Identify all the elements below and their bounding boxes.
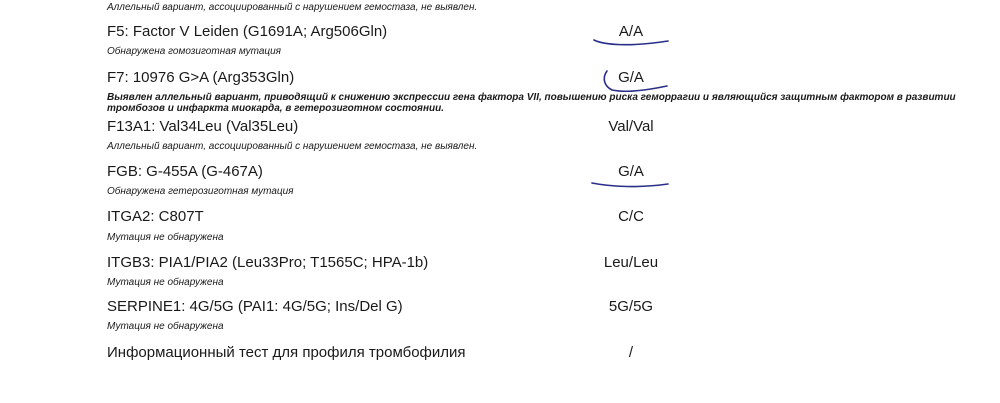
note-f13a1: Аллельный вариант, ассоциированный с нарушением гемостаза, не выявлен. <box>107 141 478 152</box>
gene-itga2: ITGA2: C807T <box>107 208 204 225</box>
gene-f7: F7: 10976 G>A (Arg353Gln) <box>107 69 295 86</box>
pen-underline-fgb <box>592 183 668 187</box>
result-itgb3: Leu/Leu <box>603 254 659 271</box>
result-info-test: / <box>628 344 634 361</box>
note-f7: Выявлен аллельный вариант, приводящий к снижению экспрессии гена фактора VII, повышению риска геморрагии и являющийся защитным фактором в развитии тромбозов и инфаркта миокарда, в гетерозиготном состоянии. <box>107 92 956 114</box>
note-itga2: Мутация не обнаружена <box>107 232 224 243</box>
note-itgb3: Мутация не обнаружена <box>107 277 224 288</box>
result-f13a1: Val/Val <box>608 118 654 135</box>
result-fgb: G/A <box>618 163 644 180</box>
note-serpine1: Мутация не обнаружена <box>107 321 224 332</box>
result-serpine1: 5G/5G <box>608 298 654 315</box>
result-f7: G/A <box>618 69 644 86</box>
gene-serpine1: SERPINE1: 4G/5G (PAI1: 4G/5G; Ins/Del G) <box>107 298 403 315</box>
gene-itgb3: ITGB3: PIA1/PIA2 (Leu33Pro; T1565C; HPA-1b) <box>107 254 429 271</box>
result-f5: A/A <box>618 23 644 40</box>
note-f5: Обнаружена гомозиготная мутация <box>107 46 282 57</box>
note-fgb: Обнаружена гетерозиготная мутация <box>107 186 294 197</box>
gene-fgb: FGB: G-455A (G-467A) <box>107 163 263 180</box>
pen-underline-a-a <box>594 40 668 45</box>
pen-check-g-a <box>604 71 667 91</box>
top-note: Аллельный вариант, ассоциированный с нарушением гемостаза, не выявлен. <box>107 2 478 13</box>
result-itga2: C/C <box>618 208 644 225</box>
gene-f13a1: F13A1: Val34Leu (Val35Leu) <box>107 118 299 135</box>
gene-f5: F5: Factor V Leiden (G1691A; Arg506Gln) <box>107 23 388 40</box>
gene-info-test: Информационный тест для профиля тромбофилия <box>107 344 466 361</box>
